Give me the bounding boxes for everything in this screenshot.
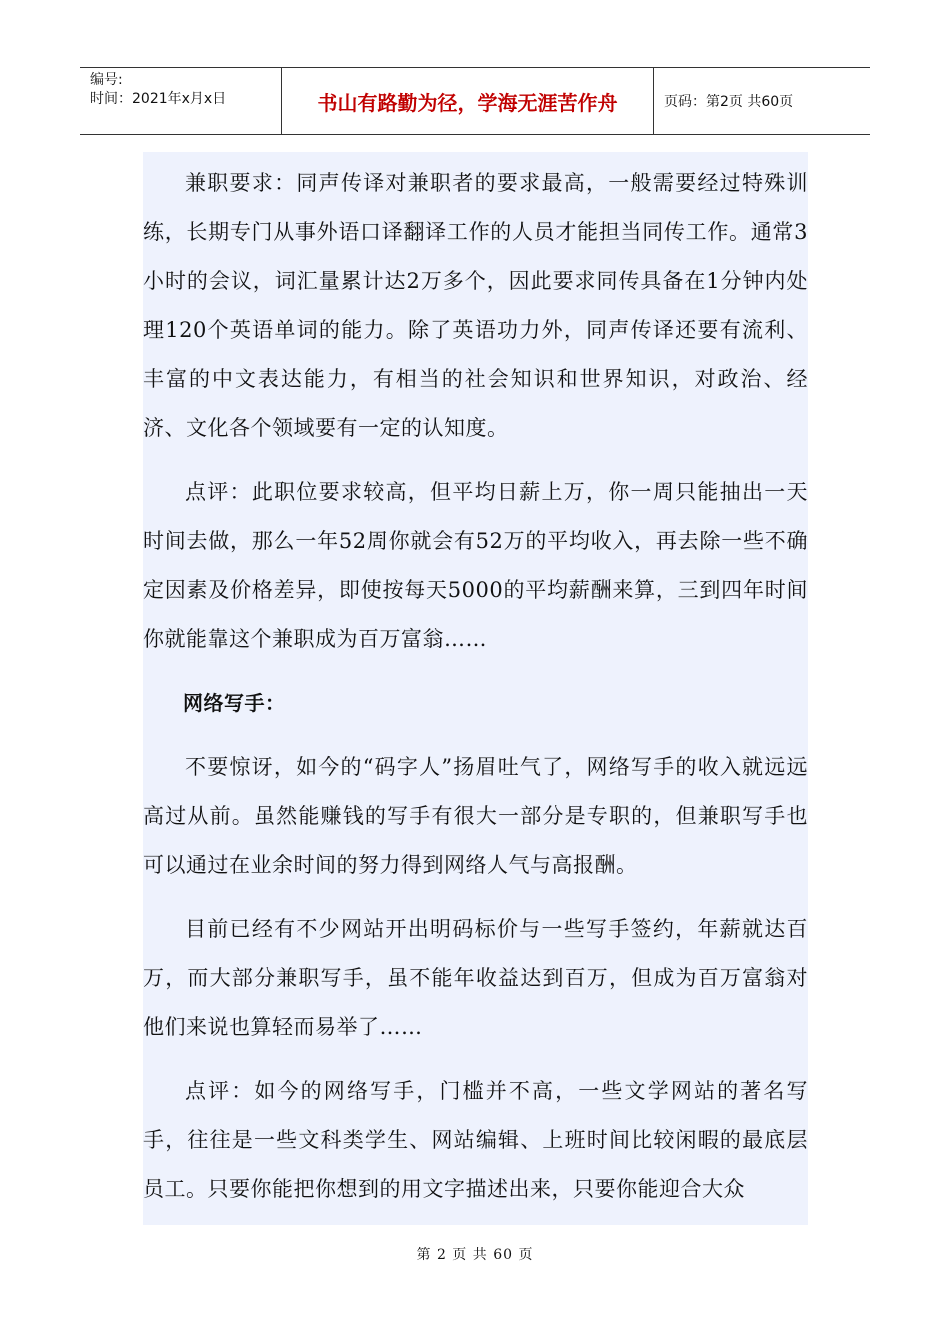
paragraph-web-writer-income: 目前已经有不少网站开出明码标价与一些写手签约，年薪就达百万，而大部分兼职写手，虽不能年收益达到百万，但成为百万富翁对他们来说也算轻而易举了…… [143, 917, 808, 1039]
header-meta [80, 68, 282, 134]
header-motto: 书山有路勤为径，学海无涯苦作舟 [282, 68, 654, 134]
page-footer: 第 2 页 共 60 页 [416, 1247, 534, 1263]
paragraph-requirements: 兼职要求：同声传译对兼职者的要求最高，一般需要经过特殊训练，长期专门从事外语口译翻译工作的人员才能担当同传工作。通常3小时的会议，词汇量累计达2万多个，因此要求同传具备在1分钟内处理120个英语单词的能力。除了英语功力外，同声传译还要有流利、丰富的中文表达能力，有相当的社会知识和世界知识，对政治、经济、文化各个领域要有一定的认知度。 [143, 171, 808, 440]
section-heading-web-writer: 网络写手： [183, 691, 286, 715]
document-body [143, 152, 808, 1225]
paragraph-web-writer-intro: 不要惊讶，如今的“码字人”扬眉吐气了，网络写手的收入就远远高过从前。虽然能赚钱的写手有很大一部分是专职的，但兼职写手也可以通过在业余时间的努力得到网络人气与高报酬。 [143, 755, 808, 877]
paragraph-comment-web-writer: 点评：如今的网络写手，门槛并不高，一些文学网站的著名写手，往往是一些文科类学生、网站编辑、上班时间比较闲暇的最底层员工。只要你能把你想到的用文字描述出来，只要你能迎合大众 [143, 1079, 808, 1201]
header-page-info: 页码：第2页 共60页 [664, 94, 794, 110]
document-date: 时间：2021年x月x日 [90, 91, 227, 107]
page-header [80, 67, 870, 135]
paragraph-comment-interpreter: 点评：此职位要求较高，但平均日薪上万，你一周只能抽出一天时间去做，那么一年52周你就会有52万的平均收入，再去除一些不确定因素及价格差异，即使按每天5000的平均薪酬来算，三到四年时间你就能靠这个兼职成为百万富翁…… [143, 480, 808, 651]
document-number-label: 编号: [90, 72, 123, 88]
